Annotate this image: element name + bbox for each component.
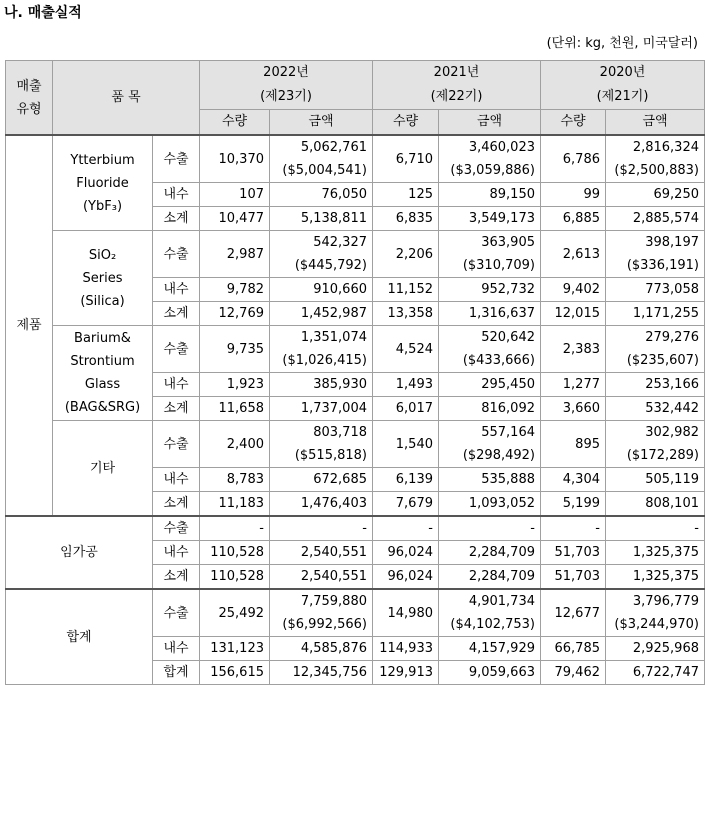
amount-krw: 1,476,403 xyxy=(300,496,367,511)
amount-krw: 1,325,375 xyxy=(632,569,699,584)
amount-krw: - xyxy=(694,521,699,536)
row-label: 내수 xyxy=(153,278,200,302)
amount-cell xyxy=(270,541,373,565)
amount-cell xyxy=(606,302,705,326)
amount-krw: 3,796,779 xyxy=(632,594,699,609)
amount-krw: 1,452,987 xyxy=(300,306,367,321)
amount-krw: 2,284,709 xyxy=(468,569,535,584)
qty-cell: 1,277 xyxy=(541,373,606,397)
amount-krw: 302,982 xyxy=(645,425,699,440)
product-name-line: Ytterbium xyxy=(70,152,135,168)
amount-krw: 816,092 xyxy=(481,401,535,416)
amount-usd: ($6,992,566) xyxy=(282,617,367,632)
amount-cell xyxy=(439,468,541,492)
qty-cell: - xyxy=(200,516,270,541)
amount-cell xyxy=(439,637,541,661)
amount-usd: ($5,004,541) xyxy=(282,163,367,178)
amount-cell xyxy=(270,516,373,541)
amount-usd: ($2,500,883) xyxy=(614,163,699,178)
header-row-years xyxy=(6,61,705,110)
amount-cell xyxy=(270,278,373,302)
amount-usd: ($172,289) xyxy=(626,448,699,463)
row-label: 소계 xyxy=(153,302,200,326)
qty-cell: 99 xyxy=(541,183,606,207)
qty-cell: 110,528 xyxy=(200,541,270,565)
header-qty: 수량 xyxy=(373,110,439,136)
product-name-line: Series xyxy=(82,270,123,286)
amount-krw: 1,351,074 xyxy=(300,330,367,345)
amount-cell xyxy=(606,207,705,231)
amount-krw: 773,058 xyxy=(645,282,699,297)
amount-usd: ($4,102,753) xyxy=(450,617,535,632)
qty-cell: 8,783 xyxy=(200,468,270,492)
row-label: 수출 xyxy=(153,516,200,541)
amount-krw: 808,101 xyxy=(645,496,699,511)
amount-cell xyxy=(270,661,373,685)
table-row xyxy=(6,135,705,183)
qty-cell: 110,528 xyxy=(200,565,270,590)
product-name-line: SiO₂ xyxy=(88,247,117,263)
qty-cell: 13,358 xyxy=(373,302,439,326)
group-name: 임가공 xyxy=(6,516,153,589)
product-name-line: Fluoride xyxy=(76,175,129,191)
section-heading: 나. 매출실적 xyxy=(4,5,82,21)
qty-cell: 6,017 xyxy=(373,397,439,421)
amount-krw: 4,901,734 xyxy=(468,594,535,609)
product-name xyxy=(53,135,153,231)
row-label: 내수 xyxy=(153,637,200,661)
qty-cell: 125 xyxy=(373,183,439,207)
amount-krw: 4,157,929 xyxy=(468,641,535,656)
qty-cell: 2,206 xyxy=(373,231,439,278)
row-label: 수출 xyxy=(153,421,200,468)
amount-krw: 295,450 xyxy=(481,377,535,392)
amount-cell xyxy=(270,373,373,397)
amount-usd: ($445,792) xyxy=(294,258,367,273)
amount-cell xyxy=(270,183,373,207)
product-name-line: (Silica) xyxy=(80,293,125,309)
amount-cell xyxy=(270,135,373,183)
table-row xyxy=(6,421,705,468)
header-year-2022: 2022년 (제23기) xyxy=(200,61,373,110)
row-label: 수출 xyxy=(153,135,200,183)
amount-cell xyxy=(270,589,373,637)
amount-cell xyxy=(439,492,541,517)
qty-cell: 895 xyxy=(541,421,606,468)
amount-cell xyxy=(439,661,541,685)
qty-cell: 10,477 xyxy=(200,207,270,231)
amount-krw: 398,197 xyxy=(645,235,699,250)
qty-cell: 7,679 xyxy=(373,492,439,517)
amount-cell xyxy=(606,565,705,590)
amount-cell xyxy=(606,231,705,278)
amount-usd: ($515,818) xyxy=(294,448,367,463)
amount-usd: ($235,607) xyxy=(626,353,699,368)
amount-krw: - xyxy=(530,521,535,536)
amount-cell xyxy=(439,541,541,565)
qty-cell: 5,199 xyxy=(541,492,606,517)
header-qty: 수량 xyxy=(200,110,270,136)
amount-cell xyxy=(439,397,541,421)
amount-cell xyxy=(439,207,541,231)
amount-cell xyxy=(606,637,705,661)
product-name-line: (BAG&SRG) xyxy=(64,400,141,415)
group-name: 합계 xyxy=(6,589,153,685)
qty-cell: 96,024 xyxy=(373,541,439,565)
qty-cell: 51,703 xyxy=(541,541,606,565)
product-name-line: Strontium xyxy=(70,354,135,369)
qty-cell: 11,152 xyxy=(373,278,439,302)
table-row xyxy=(6,516,705,541)
amount-cell xyxy=(606,278,705,302)
amount-cell xyxy=(439,421,541,468)
amount-cell xyxy=(606,541,705,565)
header-year-2020: 2020년 (제21기) xyxy=(541,61,705,110)
product-name-line: Barium& xyxy=(74,331,131,346)
qty-cell: 1,493 xyxy=(373,373,439,397)
qty-cell: 12,015 xyxy=(541,302,606,326)
amount-krw: 76,050 xyxy=(321,187,367,202)
qty-cell: 2,400 xyxy=(200,421,270,468)
amount-krw: 952,732 xyxy=(481,282,535,297)
table-row xyxy=(6,231,705,278)
amount-cell xyxy=(270,397,373,421)
amount-cell xyxy=(270,565,373,590)
amount-krw: 253,166 xyxy=(645,377,699,392)
amount-cell xyxy=(439,589,541,637)
amount-krw: 803,718 xyxy=(313,425,367,440)
amount-krw: 2,540,551 xyxy=(300,545,367,560)
amount-cell xyxy=(439,373,541,397)
qty-cell: 79,462 xyxy=(541,661,606,685)
amount-usd: ($3,244,970) xyxy=(614,617,699,632)
amount-krw: 557,164 xyxy=(481,425,535,440)
amount-krw: 89,150 xyxy=(489,187,535,202)
amount-krw: 2,540,551 xyxy=(300,569,367,584)
qty-cell: 156,615 xyxy=(200,661,270,685)
qty-cell: 9,735 xyxy=(200,326,270,373)
amount-krw: 505,119 xyxy=(645,472,699,487)
amount-cell xyxy=(606,326,705,373)
qty-cell: - xyxy=(373,516,439,541)
amount-usd: ($1,026,415) xyxy=(282,353,367,368)
amount-krw: 3,549,173 xyxy=(468,211,535,226)
qty-cell: 9,402 xyxy=(541,278,606,302)
qty-cell: 2,383 xyxy=(541,326,606,373)
amount-krw: 3,460,023 xyxy=(468,140,535,155)
amount-cell xyxy=(439,278,541,302)
header-sales-type: 매출 유형 xyxy=(6,61,53,136)
amount-krw: 1,093,052 xyxy=(468,496,535,511)
amount-krw: 5,138,811 xyxy=(300,211,367,226)
unit-note: (단위: kg, 천원, 미국달러) xyxy=(546,36,698,51)
amount-cell xyxy=(606,516,705,541)
amount-cell xyxy=(439,135,541,183)
header-amt: 금액 xyxy=(270,110,373,136)
qty-cell: 6,835 xyxy=(373,207,439,231)
amount-krw: 535,888 xyxy=(481,472,535,487)
amount-usd: ($310,709) xyxy=(462,258,535,273)
category-product: 제품 xyxy=(6,135,53,516)
amount-krw: 2,816,324 xyxy=(632,140,699,155)
qty-cell: 6,139 xyxy=(373,468,439,492)
amount-cell xyxy=(270,637,373,661)
qty-cell: 107 xyxy=(200,183,270,207)
table-row xyxy=(6,326,705,373)
amount-cell xyxy=(270,231,373,278)
amount-krw: 12,345,756 xyxy=(292,665,367,680)
amount-krw: - xyxy=(362,521,367,536)
header-qty: 수량 xyxy=(541,110,606,136)
qty-cell: 4,304 xyxy=(541,468,606,492)
amount-krw: 2,925,968 xyxy=(632,641,699,656)
amount-cell xyxy=(606,183,705,207)
amount-krw: 385,930 xyxy=(313,377,367,392)
amount-krw: 4,585,876 xyxy=(300,641,367,656)
amount-krw: 279,276 xyxy=(645,330,699,345)
amount-cell xyxy=(606,492,705,517)
qty-cell: 3,660 xyxy=(541,397,606,421)
amount-cell xyxy=(606,421,705,468)
amount-cell xyxy=(439,326,541,373)
row-label: 내수 xyxy=(153,373,200,397)
qty-cell: 1,540 xyxy=(373,421,439,468)
qty-cell: 4,524 xyxy=(373,326,439,373)
row-label: 소계 xyxy=(153,565,200,590)
row-label: 소계 xyxy=(153,207,200,231)
product-name xyxy=(53,231,153,326)
table-row xyxy=(6,589,705,637)
row-label: 수출 xyxy=(153,589,200,637)
qty-cell: 6,786 xyxy=(541,135,606,183)
amount-cell xyxy=(439,516,541,541)
amount-cell xyxy=(606,397,705,421)
amount-usd: ($336,191) xyxy=(626,258,699,273)
sales-table-body xyxy=(6,135,705,685)
amount-cell xyxy=(439,565,541,590)
amount-usd: ($298,492) xyxy=(462,448,535,463)
sales-table xyxy=(5,60,705,685)
qty-cell: 1,923 xyxy=(200,373,270,397)
amount-krw: 1,316,637 xyxy=(468,306,535,321)
qty-cell: 9,782 xyxy=(200,278,270,302)
amount-krw: 2,885,574 xyxy=(632,211,699,226)
qty-cell: 11,658 xyxy=(200,397,270,421)
amount-krw: 1,737,004 xyxy=(300,401,367,416)
amount-usd: ($3,059,886) xyxy=(450,163,535,178)
product-name-line: Glass xyxy=(84,377,121,392)
qty-cell: 14,980 xyxy=(373,589,439,637)
row-label: 수출 xyxy=(153,326,200,373)
amount-krw: 7,759,880 xyxy=(300,594,367,609)
header-amt: 금액 xyxy=(606,110,705,136)
amount-cell xyxy=(439,183,541,207)
amount-krw: 6,722,747 xyxy=(632,665,699,680)
amount-cell xyxy=(606,373,705,397)
amount-krw: 69,250 xyxy=(653,187,699,202)
header-amt: 금액 xyxy=(439,110,541,136)
amount-cell xyxy=(270,468,373,492)
amount-krw: 5,062,761 xyxy=(300,140,367,155)
qty-cell: 51,703 xyxy=(541,565,606,590)
qty-cell: 131,123 xyxy=(200,637,270,661)
qty-cell: 11,183 xyxy=(200,492,270,517)
amount-cell xyxy=(270,207,373,231)
amount-cell xyxy=(270,302,373,326)
qty-cell: 12,769 xyxy=(200,302,270,326)
amount-cell xyxy=(270,326,373,373)
row-label: 합계 xyxy=(153,661,200,685)
amount-krw: 910,660 xyxy=(313,282,367,297)
row-label: 내수 xyxy=(153,183,200,207)
row-label: 수출 xyxy=(153,231,200,278)
amount-cell xyxy=(439,231,541,278)
qty-cell: 96,024 xyxy=(373,565,439,590)
qty-cell: 25,492 xyxy=(200,589,270,637)
header-item: 품 목 xyxy=(53,61,200,136)
amount-cell xyxy=(606,589,705,637)
row-label: 소계 xyxy=(153,492,200,517)
header-year-2021: 2021년 (제22기) xyxy=(373,61,541,110)
amount-krw: 2,284,709 xyxy=(468,545,535,560)
amount-cell xyxy=(606,135,705,183)
amount-krw: 9,059,663 xyxy=(468,665,535,680)
amount-cell xyxy=(270,421,373,468)
amount-krw: 672,685 xyxy=(313,472,367,487)
row-label: 소계 xyxy=(153,397,200,421)
row-label: 내수 xyxy=(153,541,200,565)
row-label: 내수 xyxy=(153,468,200,492)
qty-cell: 6,885 xyxy=(541,207,606,231)
amount-cell xyxy=(606,661,705,685)
qty-cell: - xyxy=(541,516,606,541)
amount-cell xyxy=(439,302,541,326)
product-name xyxy=(53,326,153,421)
qty-cell: 10,370 xyxy=(200,135,270,183)
qty-cell: 114,933 xyxy=(373,637,439,661)
product-name-line: (YbF₃) xyxy=(82,198,123,214)
product-name xyxy=(53,421,153,517)
amount-krw: 520,642 xyxy=(481,330,535,345)
qty-cell: 2,987 xyxy=(200,231,270,278)
qty-cell: 66,785 xyxy=(541,637,606,661)
amount-cell xyxy=(606,468,705,492)
amount-krw: 532,442 xyxy=(645,401,699,416)
amount-krw: 1,325,375 xyxy=(632,545,699,560)
amount-krw: 363,905 xyxy=(481,235,535,250)
qty-cell: 2,613 xyxy=(541,231,606,278)
product-name-line: 기타 xyxy=(89,460,116,476)
qty-cell: 6,710 xyxy=(373,135,439,183)
amount-cell xyxy=(270,492,373,517)
qty-cell: 12,677 xyxy=(541,589,606,637)
amount-krw: 1,171,255 xyxy=(632,306,699,321)
qty-cell: 129,913 xyxy=(373,661,439,685)
amount-usd: ($433,666) xyxy=(462,353,535,368)
amount-krw: 542,327 xyxy=(313,235,367,250)
